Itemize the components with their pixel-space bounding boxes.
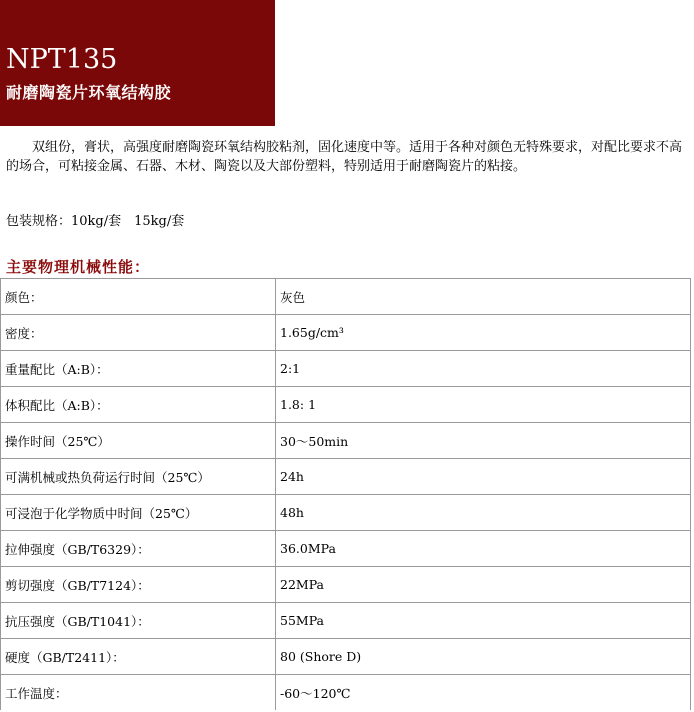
- property-value: 55MPa: [276, 603, 691, 639]
- property-label: 操作时间（25℃）: [1, 423, 276, 459]
- table-row: [1, 567, 691, 603]
- table-row: [1, 315, 691, 351]
- product-description: 双组份，膏状，高强度耐磨陶瓷环氧结构胶粘剂，固化速度中等。适用于各种对颜色无特殊要求，对配比要求不高的场合，可粘接金属、石器、木材、陶瓷以及大部份塑料，特别适用于耐磨陶瓷片的粘接。: [6, 140, 683, 174]
- property-value: 2:1: [276, 351, 691, 387]
- property-value: 灰色: [276, 279, 691, 315]
- property-label: 工作温度：: [1, 675, 276, 711]
- product-code: NPT135: [6, 44, 118, 75]
- property-label: 密度：: [1, 315, 276, 351]
- property-value: 80 (Shore D): [276, 639, 691, 675]
- property-value: 22MPa: [276, 567, 691, 603]
- table-row: [1, 459, 691, 495]
- property-value: 24h: [276, 459, 691, 495]
- property-value: 1.8: 1: [276, 387, 691, 423]
- product-banner: [0, 0, 275, 126]
- table-row: [1, 495, 691, 531]
- table-row: [1, 351, 691, 387]
- table-row: [1, 531, 691, 567]
- property-label: 可浸泡于化学物质中时间（25℃）: [1, 495, 276, 531]
- table-row: [1, 603, 691, 639]
- table-row: [1, 639, 691, 675]
- property-value: 36.0MPa: [276, 531, 691, 567]
- property-value: 1.65g/cm³: [276, 315, 691, 351]
- packaging-spec: 包装规格：10kg/套 15kg/套: [6, 214, 185, 229]
- property-label: 拉伸强度（GB/T6329）：: [1, 531, 276, 567]
- table-row: [1, 423, 691, 459]
- property-label: 抗压强度（GB/T1041）：: [1, 603, 276, 639]
- property-value: 30～50min: [276, 423, 691, 459]
- section-title: 主要物理机械性能：: [6, 258, 151, 276]
- property-label: 可满机械或热负荷运行时间（25℃）: [1, 459, 276, 495]
- table-row: [1, 387, 691, 423]
- property-value: -60～120℃: [276, 675, 691, 711]
- table-row: [1, 675, 691, 711]
- property-label: 颜色：: [1, 279, 276, 315]
- properties-table: [0, 278, 691, 710]
- product-name: 耐磨陶瓷片环氧结构胶: [6, 83, 172, 102]
- property-label: 体积配比（A:B）：: [1, 387, 276, 423]
- table-row: [1, 279, 691, 315]
- property-label: 剪切强度（GB/T7124）：: [1, 567, 276, 603]
- property-label: 重量配比（A:B）：: [1, 351, 276, 387]
- property-label: 硬度（GB/T2411）：: [1, 639, 276, 675]
- property-value: 48h: [276, 495, 691, 531]
